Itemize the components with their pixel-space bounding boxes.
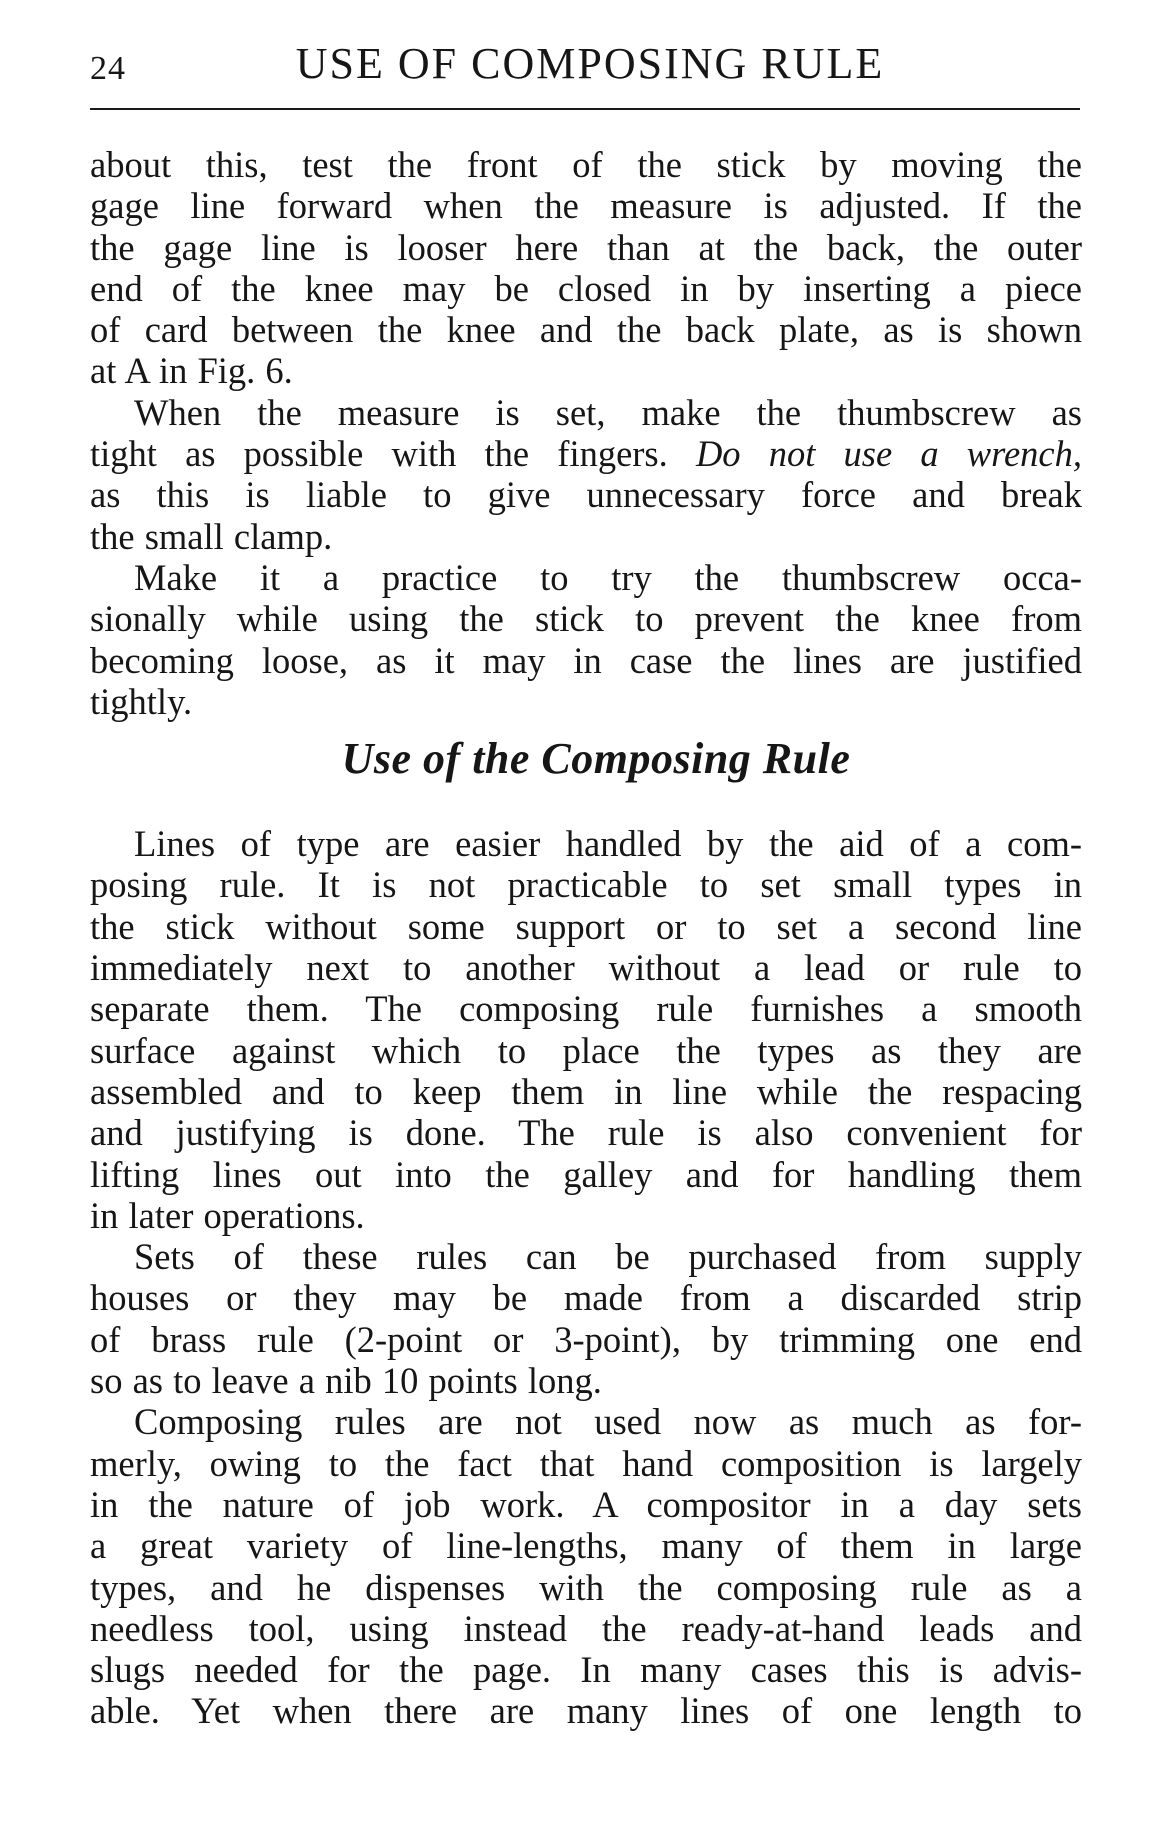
page-header bbox=[90, 30, 1080, 110]
text-line: Make it a practice to try the thumbscrew occa- bbox=[134, 556, 1082, 598]
text-line: gage line forward when the measure is adjusted. If the bbox=[90, 185, 1082, 227]
text-line: of card between the knee and the back plate, as is shown bbox=[90, 309, 1082, 351]
text-line: in the nature of job work. A compositor in a day sets bbox=[90, 1483, 1082, 1525]
text-line: houses or they may be made from a discarded strip bbox=[90, 1277, 1082, 1319]
text-line: merly, owing to the fact that hand composition is largely bbox=[90, 1442, 1082, 1484]
text-line: about this, test the front of the stick by moving the bbox=[90, 144, 1082, 185]
text-line: When the measure is set, make the thumbscrew as bbox=[134, 391, 1082, 433]
paragraph-stick-test bbox=[90, 144, 1082, 392]
text-line: assembled and to keep them in line while the respacing bbox=[90, 1070, 1082, 1112]
text-line: the gage line is looser here than at the back, the outer bbox=[90, 226, 1082, 268]
header-divider bbox=[90, 108, 1080, 110]
text-line: Lines of type are easier handled by the aid of a com- bbox=[134, 823, 1082, 865]
body-text bbox=[90, 144, 1082, 1732]
text-line: in later operations. bbox=[90, 1194, 365, 1236]
text-line: lifting lines out into the galley and for handling them bbox=[90, 1153, 1082, 1195]
page-number: 24 bbox=[90, 50, 126, 87]
text-line: the small clamp. bbox=[90, 515, 333, 557]
text-line: sionally while using the stick to prevent the knee from bbox=[90, 598, 1082, 640]
text-line: types, and he dispenses with the composing rule as a bbox=[90, 1566, 1082, 1608]
text-line bbox=[90, 433, 1082, 474]
text-line: separate them. The composing rule furnishes a smooth bbox=[90, 988, 1082, 1030]
text-line: surface against which to place the types as they are bbox=[90, 1029, 1082, 1071]
text-line: Sets of these rules can be purchased from supply bbox=[134, 1236, 1082, 1278]
text-segment: tight as possible with the fingers. bbox=[90, 433, 668, 475]
italic-warning: Do not use a wrench, bbox=[695, 433, 1082, 475]
paragraph-sets-of-rules bbox=[90, 1236, 1082, 1401]
text-line: slugs needed for the page. In many cases this is advis- bbox=[90, 1649, 1082, 1691]
running-head: USE OF COMPOSING RULE bbox=[295, 39, 885, 88]
text-line: the stick without some support or to set a second line bbox=[90, 905, 1082, 947]
text-line: at A in Fig. 6. bbox=[90, 350, 293, 392]
text-line: and justifying is done. The rule is also convenient for bbox=[90, 1112, 1082, 1154]
paragraph-composing-rule-intro bbox=[90, 823, 1082, 1236]
section-heading: Use of the Composing Rule bbox=[341, 734, 851, 784]
paragraph-practice bbox=[90, 557, 1082, 722]
text-line: tightly. bbox=[90, 680, 193, 722]
text-line: posing rule. It is not practicable to set small types in bbox=[90, 864, 1082, 906]
text-line: a great variety of line-lengths, many of them in large bbox=[90, 1525, 1082, 1567]
text-line: becoming loose, as it may in case the lines are justified bbox=[90, 639, 1082, 681]
paragraph-usage bbox=[90, 1401, 1082, 1731]
text-line: end of the knee may be closed in by inserting a piece bbox=[90, 267, 1082, 309]
text-line: able. Yet when there are many lines of one length to bbox=[90, 1690, 1082, 1732]
text-line: of brass rule (2-point or 3-point), by trimming one end bbox=[90, 1318, 1082, 1360]
text-line: as this is liable to give unnecessary force and break bbox=[90, 474, 1082, 516]
text-line: so as to leave a nib 10 points long. bbox=[90, 1360, 602, 1402]
text-line: Composing rules are not used now as much as for- bbox=[134, 1401, 1082, 1443]
text-line: needless tool, using instead the ready-at-hand leads and bbox=[90, 1607, 1082, 1649]
text-line: immediately next to another without a lead or rule to bbox=[90, 947, 1082, 989]
paragraph-thumbscrew bbox=[90, 392, 1082, 557]
